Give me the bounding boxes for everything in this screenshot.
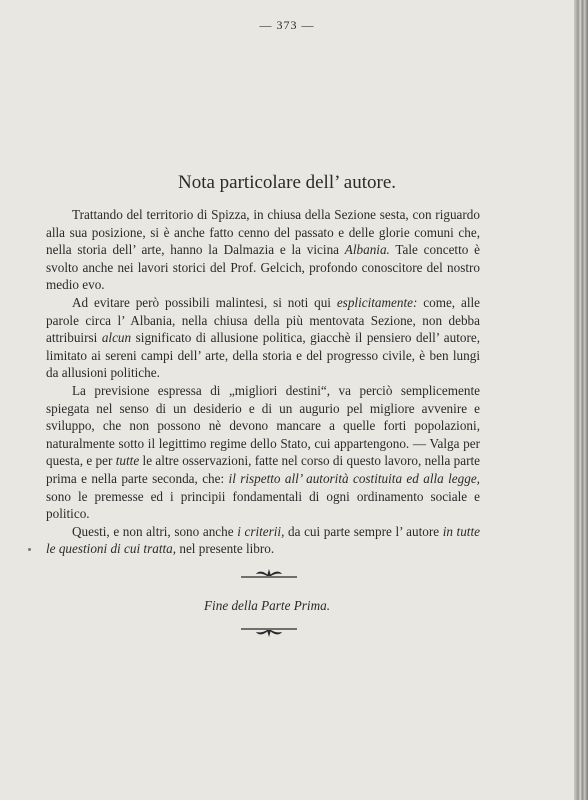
text-run: significato di allusione politica, giacchè il pensiero dell’ autore, limitato ai sereni campi dell’ arte, della storia e del progresso civile, è ben lungi da allusioni politiche. <box>46 330 480 381</box>
italic-text: Albania. <box>344 242 390 258</box>
ornament-divider-top-icon <box>241 568 297 580</box>
italic-text: in tutte le questioni di cui tratta, <box>46 523 480 557</box>
ornament-divider-bottom-icon <box>241 626 297 638</box>
text-run: Tale concetto è svolto anche nei lavori storici del Prof. Gelcich, profondo conoscitore del nostro medio evo. <box>46 242 480 293</box>
paragraph-4 <box>46 523 480 558</box>
paragraph-3 <box>46 382 480 523</box>
text-run: La previsione espressa di „migliori destini“, va perciò semplicemente spiegata nel senso di un desiderio e di un augurio pel migliore avvenire e sviluppo, che non possono nè devono mancare a quelle forti popolazioni, naturalmente sotto il legittimo regime dello Stato, cui appartengono. — Valga per questa, e per <box>46 382 480 469</box>
text-run: nel presente libro. <box>176 541 275 557</box>
italic-text: tutte <box>115 453 140 469</box>
text-run: sono le premesse ed i principii fondamentali di ogni ordinamento sociale e politico. <box>46 488 480 522</box>
paragraph-1 <box>46 206 480 294</box>
text-run: da cui parte sempre l’ autore <box>284 523 443 539</box>
body-text <box>46 206 480 558</box>
italic-text: il rispetto all’ autorità costituita ed alla legge, <box>228 470 480 486</box>
italic-text: alcun <box>101 330 132 346</box>
italic-text: i criterii, <box>237 523 285 539</box>
page-title: Nota particolare dell’ autore. <box>177 172 397 193</box>
end-of-part-line: Fine della Parte Prima. <box>204 598 330 613</box>
text-run: Ad evitare però possibili malintesi, si noti qui <box>72 294 337 310</box>
text-run: come, alle parole circa l’ Albania, nella chiusa della più mentovata Sezione, non debba attribuirsi <box>46 294 481 346</box>
text-run: Questi, e non altri, sono anche <box>72 523 238 539</box>
page-number: — 373 — <box>259 18 315 32</box>
text-run: Trattando del territorio di Spizza, in chiusa della Sezione sesta, con riguardo alla sua posizione, si è anche fatto cenno del passato e delle glorie comuni che, nella storia dell’ arte, hanno la Dalmazia e la vicina <box>46 207 480 258</box>
paper-speck <box>28 548 31 551</box>
italic-text: esplicitamente: <box>336 294 418 310</box>
text-run: le altre osservazioni, fatte nel corso di questo lavoro, nella parte prima e nella parte seconda, che: <box>46 453 481 486</box>
paragraph-2 <box>46 294 480 382</box>
page-edge-stack <box>574 0 588 800</box>
